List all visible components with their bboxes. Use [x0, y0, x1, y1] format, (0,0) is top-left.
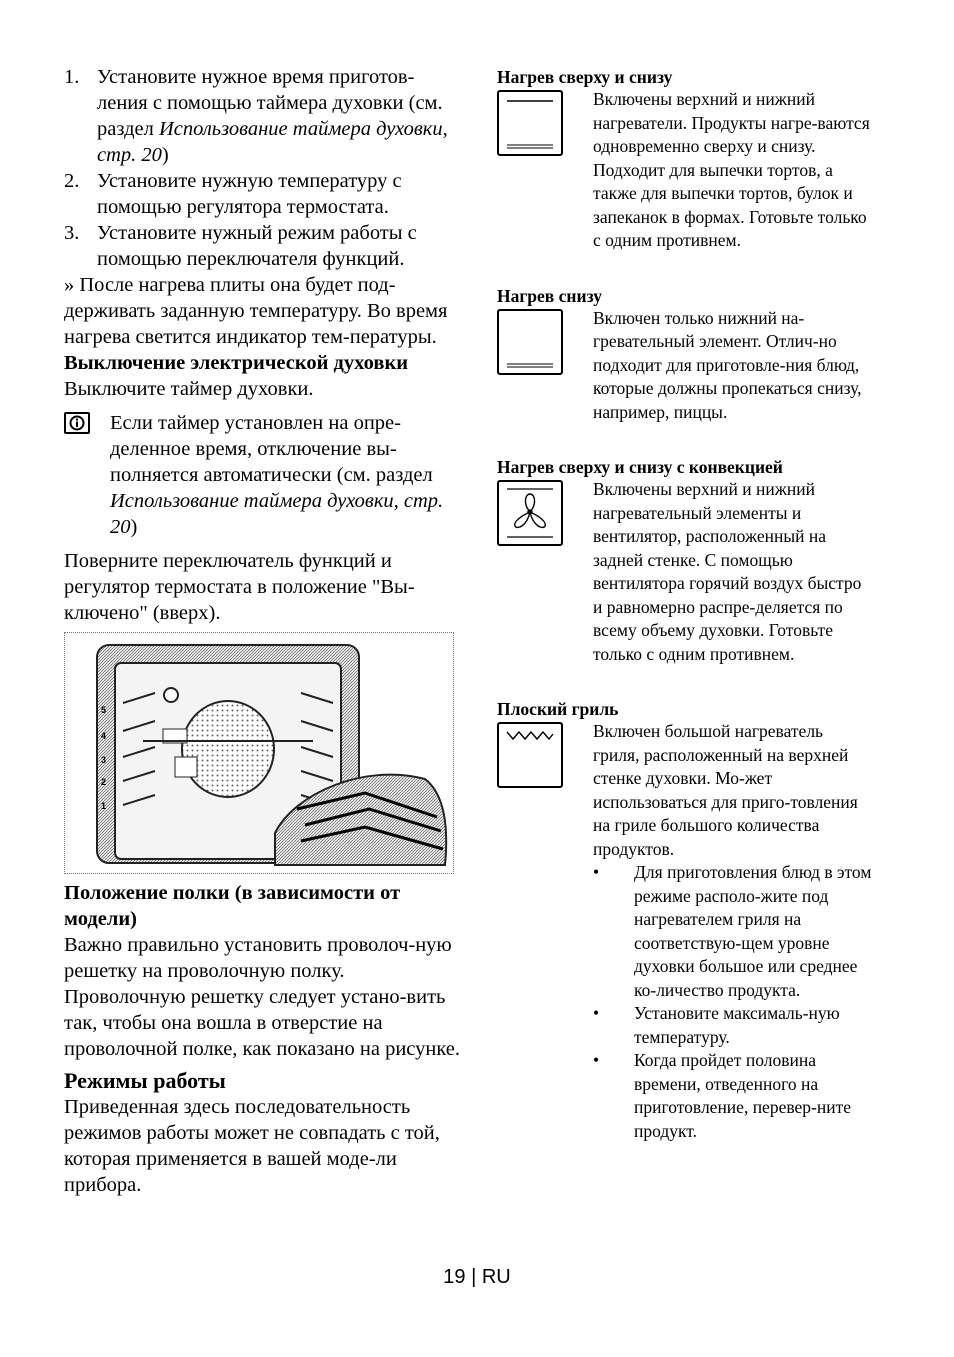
fan-heat-icon [497, 480, 563, 546]
step-number: 1. [64, 66, 80, 88]
switch-off-heading: Выключение электрической духовки [64, 352, 409, 374]
right-column [497, 66, 877, 1143]
list-item [64, 220, 464, 272]
mode-title: Плоский гриль [497, 699, 619, 719]
level-label: 2 [101, 777, 107, 787]
oven-illustration [65, 633, 453, 873]
step-reference: Использование таймера духовки, стр. 20 [97, 118, 448, 166]
level-label: 5 [101, 705, 107, 715]
list-item [64, 64, 464, 168]
oven-shelf-figure [64, 632, 454, 874]
level-label: 3 [101, 755, 107, 765]
bullet-text: Когда пройдет половина времени, отведенного на приготовление, перевер-ните продукт. [634, 1050, 851, 1141]
note-reference: Использование таймера духовки, стр. 20 [110, 490, 444, 538]
steps-list [64, 64, 464, 272]
flat-grill-icon [497, 722, 563, 788]
step-text-main: Установите нужное время приготов-ления с помощью таймера духовки (см. раздел [97, 66, 443, 140]
page-footer: 19 | RU [443, 1266, 511, 1288]
mode-flat-grill [497, 698, 877, 1143]
bullet-text: Для приготовления блюд в этом режиме располо-жите под нагревателем гриля на соответствую-щем уровне духовки большое или среднее ко-личество продукта. [634, 862, 872, 1000]
shelf-heading: Положение полки (в зависимости от модели) [64, 882, 401, 930]
mode-text: Включены верхний и нижний нагреватели. Продукты нагре-ваются одновременно сверху и снизу. Подходит для выпечки тортов, а также для выпечки тортов, булок и запеканок в формах. Готовьте только с одним противнем. [593, 89, 870, 250]
modes-intro: Приведенная здесь последовательность режимов работы может не совпадать с той, которая применяется в вашей моде-ли прибора. [64, 1096, 440, 1196]
info-note [64, 410, 464, 540]
mode-row [497, 307, 877, 425]
info-icon [64, 412, 90, 434]
shelf-text: Важно правильно установить проволоч-ную решетку на проволочную полку. Проволочную решетку следует устано-вить так, чтобы она вошла в отверстие на проволочной полке, как показано на рисунке. [64, 934, 461, 1060]
note-text [110, 410, 464, 540]
bottom-heat-icon [497, 309, 563, 375]
mode-text: Включен только нижний на-гревательный элемент. Отлич-но подходит для приготовле-ния блюд, которые должны пропекаться снизу, например, пиццы. [593, 307, 862, 422]
mode-row [497, 88, 877, 253]
step-number: 2. [64, 170, 80, 192]
mode-title: Нагрев снизу [497, 285, 602, 306]
after-heat-text: » После нагрева плиты она будет под-держивать заданную температуру. Во время нагрева светится индикатор тем-пературы. [64, 274, 448, 348]
step-text: Установите нужную температуру с помощью регулятора термостата. [97, 170, 402, 218]
mode-row [497, 478, 877, 666]
step-text [97, 64, 464, 168]
bullet-text: Установите максималь-ную температуру. [634, 1003, 840, 1047]
list-item [64, 168, 464, 220]
grill-bullet-list [593, 861, 873, 1143]
list-item [593, 1049, 873, 1143]
mode-title: Нагрев сверху и снизу [497, 67, 673, 87]
mode-convection [497, 456, 877, 666]
mode-bottom [497, 285, 877, 425]
grill-description: Включен большой нагреватель гриля, расположенный на верхней стенке духовки. Мо-жет использоваться для приго-товления на гриле большого количества продуктов. [593, 721, 858, 859]
step-text: Установите нужный режим работы с помощью переключателя функций. [97, 222, 417, 270]
bullet-icon: • [593, 1050, 600, 1070]
note-text-main: Если таймер установлен на опре-деленное время, отключение вы-полняется автоматически (см. раздел [110, 412, 433, 486]
modes-heading: Режимы работы [64, 1068, 226, 1093]
bullet-icon: • [593, 862, 600, 882]
level-label: 4 [101, 731, 107, 741]
mode-row [497, 720, 877, 1143]
note-text-tail: ) [130, 516, 138, 538]
turn-off-text: Поверните переключатель функций и регулятор термостата в положение "Вы-ключено" (вверх). [64, 550, 415, 624]
mode-text [593, 720, 873, 1143]
list-item [593, 1002, 873, 1049]
left-column [64, 64, 464, 1198]
step-number: 3. [64, 222, 80, 244]
list-item [593, 861, 873, 1002]
switch-off-text: Выключите таймер духовки. [64, 378, 314, 400]
mode-top-bottom [497, 66, 877, 253]
level-label: 1 [101, 801, 107, 811]
bullet-icon: • [593, 1003, 600, 1023]
mode-text: Включены верхний и нижний нагревательный элементы и вентилятор, расположенный на задней стенке. С помощью вентилятора горячий воздух быстро и равномерно распре-деляется по всему объему духовки. Готовьте только с одним противнем. [593, 479, 862, 664]
top-bottom-heat-icon [497, 90, 563, 156]
mode-title: Нагрев сверху и снизу с конвекцией [497, 457, 783, 477]
step-text-tail: ) [161, 144, 169, 166]
